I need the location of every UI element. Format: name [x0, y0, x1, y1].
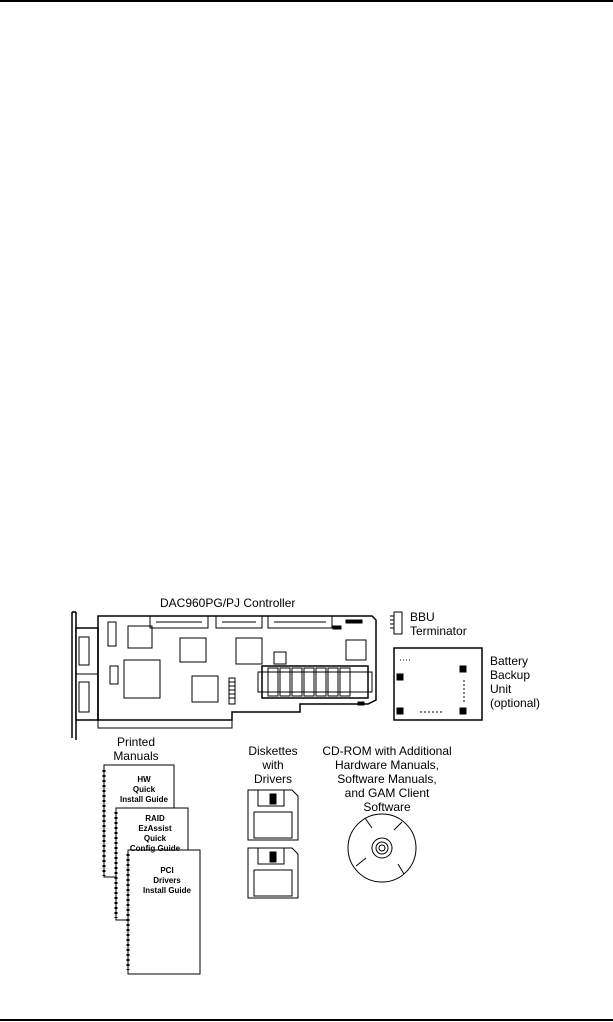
manual-hw-line2: Quick — [132, 785, 156, 794]
manual-raid-line3: Quick — [143, 834, 167, 843]
diskettes-label-line1: Diskettes — [248, 744, 298, 758]
diskette-2-drawing — [248, 848, 298, 898]
diskette-1-drawing — [248, 790, 298, 840]
cdrom-label-line4: and GAM Client — [344, 786, 430, 800]
manual-pci-line3: Install Guide — [142, 886, 191, 895]
manual-raid-title: RAID — [145, 814, 165, 823]
printed-manuals-label-line1: Printed — [116, 735, 156, 749]
battery-backup-unit-drawing — [394, 648, 482, 720]
battery-backup-label-line1: Battery — [490, 654, 529, 668]
battery-backup-label-line3: Unit — [490, 682, 512, 696]
cdrom-label-line1: CD-ROM with Additional — [322, 744, 452, 758]
cd-rom-drawing — [348, 814, 416, 882]
cdrom-label-line3: Software Manuals, — [337, 772, 437, 786]
bbu-terminator-label-line1: BBU — [410, 610, 435, 624]
controller-board-drawing — [72, 612, 376, 740]
cdrom-label-line5: Software — [363, 800, 411, 814]
battery-backup-label-line2: Backup — [490, 668, 531, 682]
printed-manuals-label-line2: Manuals — [113, 749, 159, 763]
manual-pci-line2: Drivers — [153, 876, 181, 885]
controller-label: DAC960PG/PJ Controller — [160, 596, 296, 610]
manual-raid-line4: Config Guide — [129, 844, 181, 853]
manual-hw-line3: Install Guide — [119, 795, 168, 804]
manual-pci-title: PCI — [160, 866, 174, 875]
bbu-terminator-drawing — [390, 612, 402, 634]
cdrom-label-line2: Hardware Manuals, — [334, 758, 440, 772]
battery-backup-label-line4: (optional) — [490, 696, 541, 710]
diskettes-label-line3: Drivers — [254, 772, 292, 786]
bbu-terminator-label-line2: Terminator — [410, 624, 467, 638]
diskettes-label-line2: with — [262, 758, 284, 772]
manual-hw-title: HW — [137, 775, 151, 784]
manual-raid-line2: EzAssist — [138, 824, 172, 833]
